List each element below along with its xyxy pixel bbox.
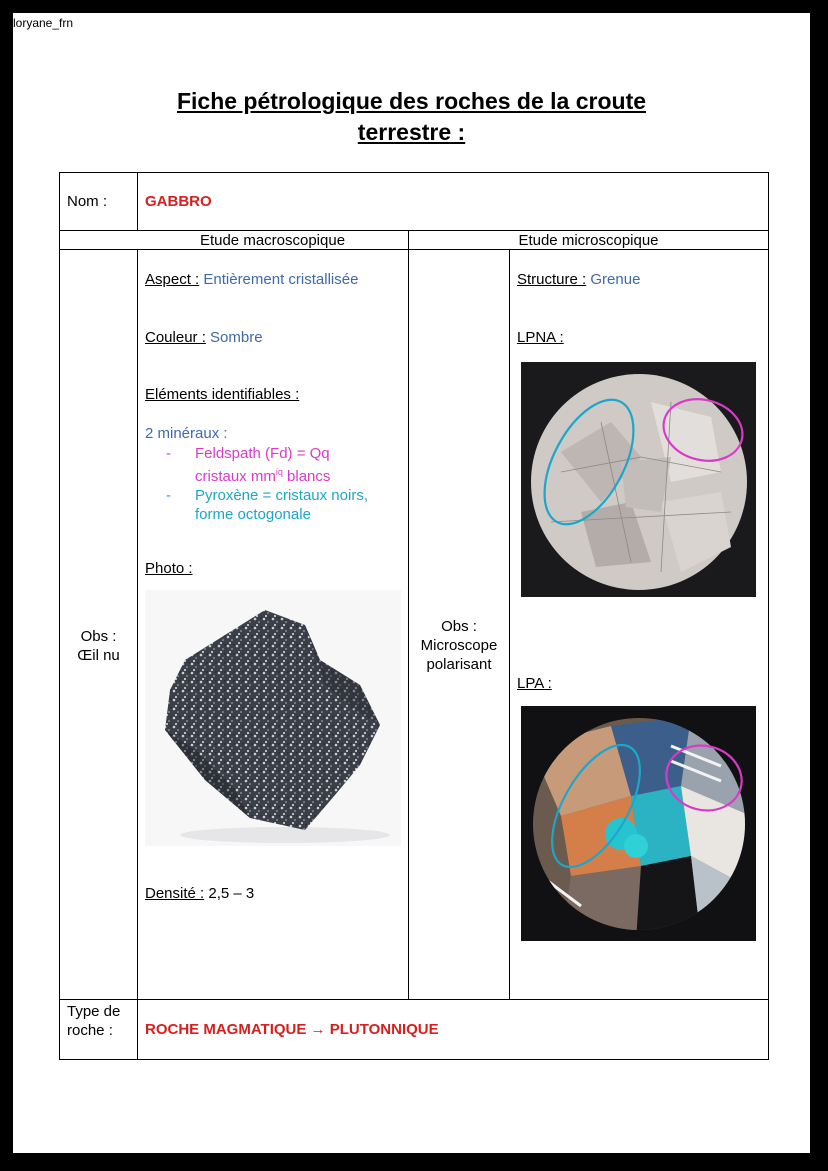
type-label-line1: Type de [67,1003,121,1020]
mineral-list [166,444,395,524]
obs-micro-line3: polarisant [426,656,492,673]
couleur-label: Couleur : [145,329,206,346]
author-handle: loryane_frn [13,16,74,30]
couleur-value: Sombre [210,329,263,346]
lpna-label: LPNA : [517,329,564,346]
page-title [13,86,810,148]
title-line-1: Fiche pétrologique des roches de la croute [176,88,647,114]
densite-field [145,885,254,902]
nom-label: Nom : [67,193,108,210]
couleur-field [145,329,263,346]
title-line-2: terrestre : [357,119,466,145]
aspect-value: Entièrement cristallisée [203,271,359,288]
obs-macro [60,627,137,665]
list-item [166,444,395,486]
mineral1-line2b: blancs [282,468,331,485]
lpna-micrograph [521,362,756,597]
mineraux-intro: 2 minéraux : [145,425,228,442]
list-item [166,486,395,524]
mineral2-line1: Pyroxène = cristaux noirs, [195,487,368,504]
type-label-line2: roche : [67,1022,113,1039]
mineral2-line2: forme octogonale [195,506,311,523]
obs-micro-line1: Obs : [441,618,477,635]
header-macro: Etude macroscopique [199,232,346,249]
structure-field [517,271,640,288]
obs-macro-line2: Œil nu [77,647,120,664]
obs-micro [409,617,509,674]
densite-value: 2,5 – 3 [208,885,255,902]
mineral1-sup: iq [275,467,283,477]
structure-label: Structure : [517,271,587,288]
rock-name: GABBRO [145,193,212,210]
mineral1-line2: cristaux mm [195,468,276,485]
lpa-label: LPA : [517,675,552,692]
photo-label: Photo : [145,560,193,577]
type-label [67,1002,120,1040]
elements-label: Eléments identifiables : [145,386,300,403]
obs-micro-line2: Microscope [420,637,498,654]
lpa-micrograph [521,706,756,941]
structure-value: Grenue [590,271,641,288]
header-micro: Etude microscopique [518,232,659,249]
aspect-field [145,271,358,288]
obs-macro-line1: Obs : [80,628,117,645]
gabbro-rock-photo [145,590,401,846]
mineral1-line1: Feldspath (Fd) = Qq [195,445,330,462]
densite-label: Densité : [145,885,205,902]
aspect-label: Aspect : [145,271,200,288]
rock-type: ROCHE MAGMATIQUE → PLUTONNIQUE [145,1021,439,1038]
